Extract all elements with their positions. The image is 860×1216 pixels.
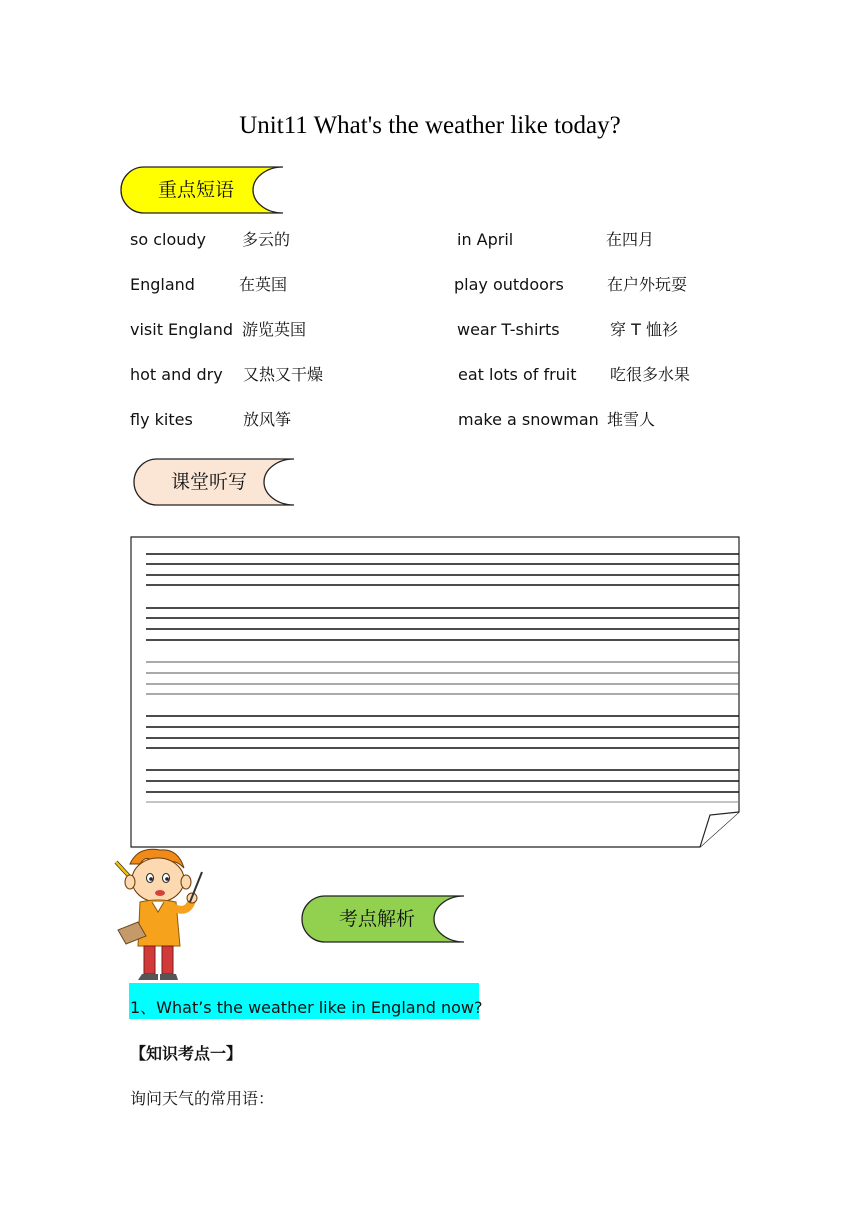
phrase-zh: 穿 T 恤衫	[610, 320, 678, 339]
phrase-zh: 在英国	[239, 275, 288, 294]
phrase-en: England	[130, 275, 195, 294]
phrase-zh: 堆雪人	[607, 410, 656, 429]
page-title: Unit11 What's the weather like today?	[239, 112, 621, 139]
section-tag-key-phrases	[120, 166, 284, 212]
phrase-zh: 在户外玩耍	[607, 275, 688, 294]
section-label-key-phrases: 重点短语	[158, 179, 235, 201]
section-tag-dictation	[133, 458, 295, 504]
section-label-analysis: 考点解析	[339, 908, 416, 930]
phrase-zh: 游览英国	[242, 320, 307, 339]
phrase-zh: 又热又干燥	[243, 365, 324, 384]
phrase-en: visit England	[130, 320, 234, 339]
dictation-writing-paper	[130, 536, 742, 850]
phrase-en: wear T-shirts	[457, 320, 560, 339]
knowledge-point-heading: 【知识考点一】	[130, 1044, 243, 1063]
phrase-en: in April	[457, 230, 514, 249]
phrase-zh: 多云的	[242, 230, 291, 249]
phrase-zh: 在四月	[606, 230, 655, 249]
phrase-zh: 吃很多水果	[610, 365, 691, 384]
cartoon-boy-illustration	[108, 842, 208, 982]
question-1: 1、What’s the weather like in England now?	[130, 998, 483, 1017]
phrase-en: hot and dry	[130, 365, 223, 384]
section-tag-analysis	[301, 895, 465, 941]
phrase-en: so cloudy	[130, 230, 207, 249]
phrase-en: eat lots of fruit	[458, 365, 577, 384]
common-phrases-label: 询问天气的常用语：	[130, 1089, 275, 1108]
phrase-en: play outdoors	[454, 275, 564, 294]
phrase-en: fly kites	[130, 410, 193, 429]
section-label-dictation: 课堂听写	[171, 471, 248, 493]
phrase-zh: 放风筝	[243, 410, 292, 429]
phrase-en: make a snowman	[458, 410, 599, 429]
